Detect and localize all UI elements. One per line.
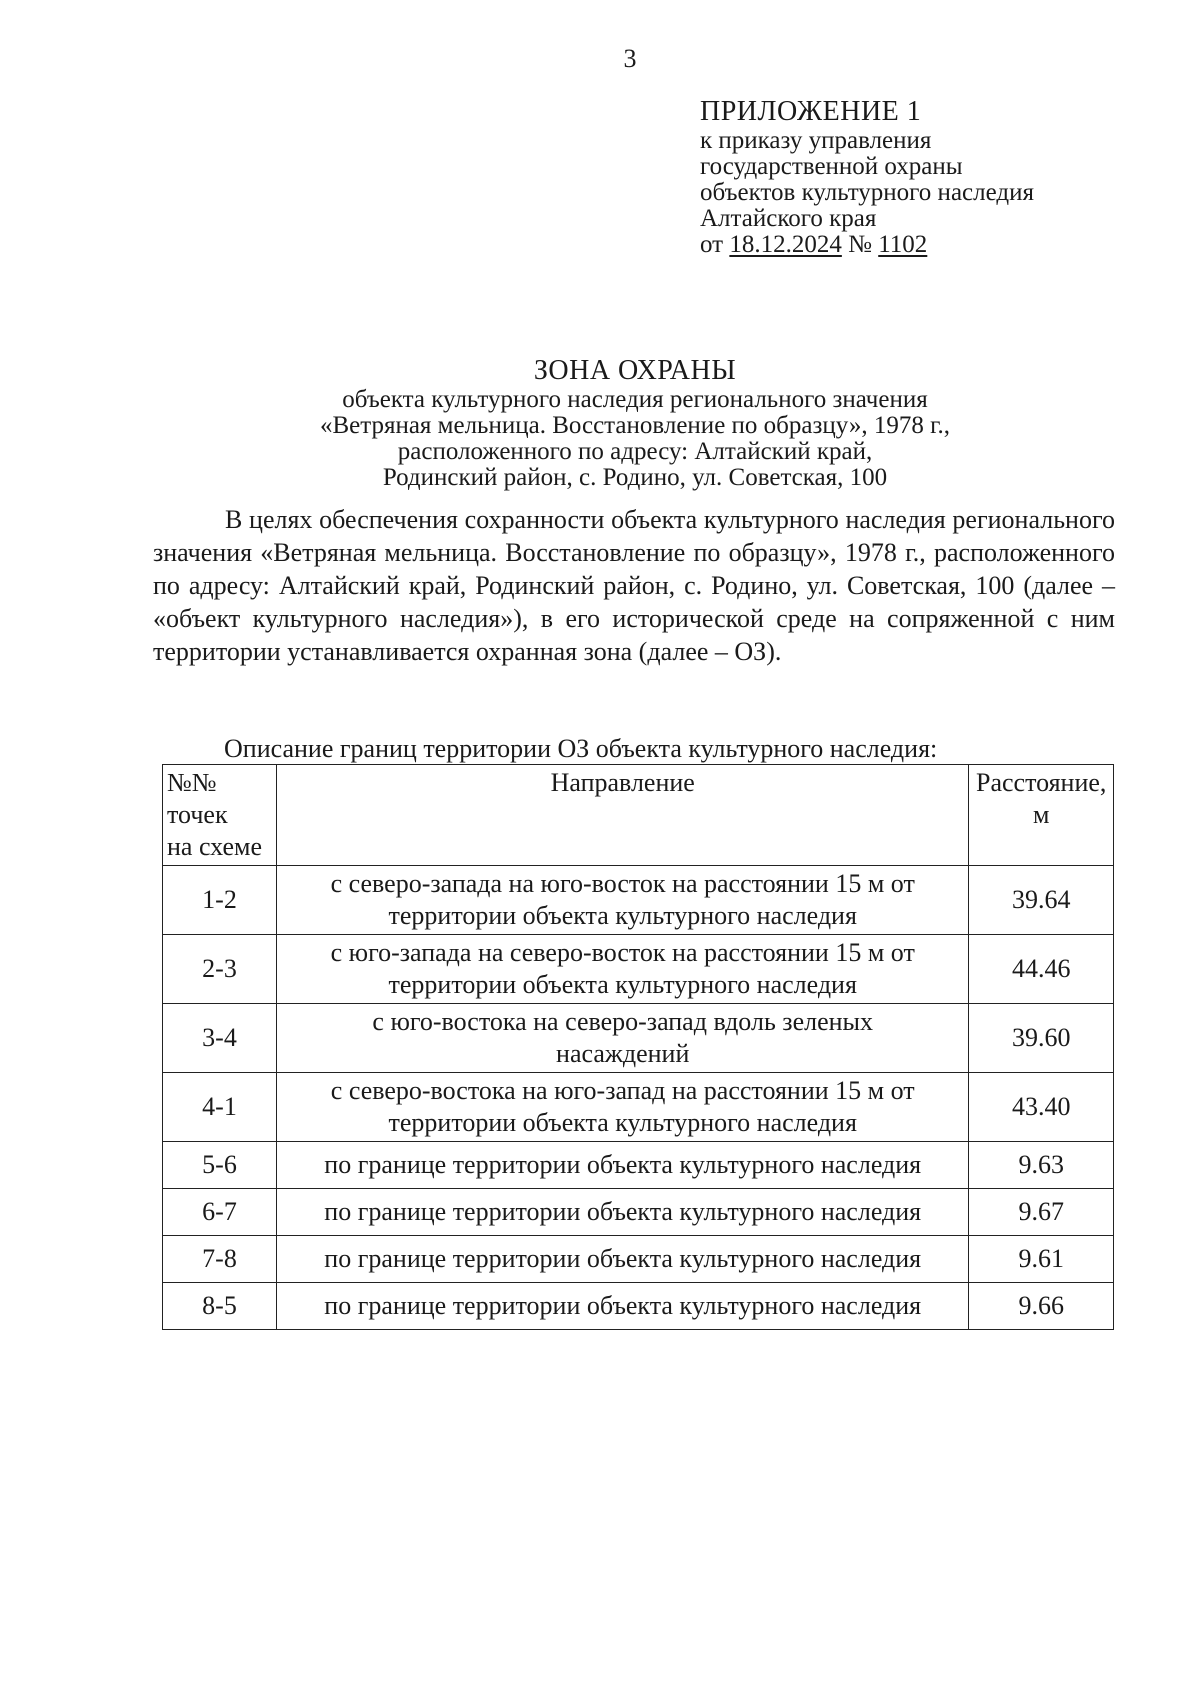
table-row bbox=[163, 1236, 1114, 1283]
order-number: 1102 bbox=[878, 231, 928, 258]
boundaries-table bbox=[162, 764, 1114, 1330]
row-direction: по границе территории объекта культурного наследия bbox=[277, 1283, 969, 1330]
header-distance bbox=[969, 765, 1114, 866]
row-points: 8-5 bbox=[163, 1283, 277, 1330]
row-distance: 39.64 bbox=[969, 866, 1114, 935]
header-points-line: на схеме bbox=[167, 832, 263, 861]
row-distance: 44.46 bbox=[969, 935, 1114, 1004]
number-prefix: № bbox=[848, 231, 872, 258]
zone-subtitle-line: Родинский район, с. Родино, ул. Советская, 100 bbox=[382, 464, 888, 491]
order-date: 18.12.2024 bbox=[729, 231, 842, 258]
table-caption: Описание границ территории ОЗ объекта культурного наследия: bbox=[224, 734, 938, 763]
row-direction-line: с северо-запада на юго-восток на расстоянии 15 м от bbox=[330, 869, 915, 898]
appendix-line: объектов культурного наследия bbox=[700, 179, 1034, 206]
appendix-line: Алтайского края bbox=[700, 205, 877, 232]
table-row bbox=[163, 1283, 1114, 1330]
appendix-block bbox=[700, 96, 1034, 258]
row-direction-line: территории объекта культурного наследия bbox=[388, 970, 857, 999]
row-direction bbox=[277, 1004, 969, 1073]
appendix-title: ПРИЛОЖЕНИЕ 1 bbox=[700, 96, 922, 127]
table-row bbox=[163, 1142, 1114, 1189]
row-points: 3-4 bbox=[163, 1004, 277, 1073]
row-points: 6-7 bbox=[163, 1189, 277, 1236]
row-direction-line: с северо-востока на юго-запад на расстоянии 15 м от bbox=[330, 1076, 915, 1105]
row-direction bbox=[277, 866, 969, 935]
row-direction bbox=[277, 1073, 969, 1142]
row-distance: 39.60 bbox=[969, 1004, 1114, 1073]
row-points: 5-6 bbox=[163, 1142, 277, 1189]
row-direction-line: территории объекта культурного наследия bbox=[388, 901, 857, 930]
row-distance: 9.61 bbox=[969, 1236, 1114, 1283]
row-direction bbox=[277, 935, 969, 1004]
zone-subtitle-line: расположенного по адресу: Алтайский край, bbox=[397, 438, 873, 465]
row-direction: по границе территории объекта культурного наследия bbox=[277, 1142, 969, 1189]
row-direction-line: территории объекта культурного наследия bbox=[388, 1108, 857, 1137]
table-row bbox=[163, 935, 1114, 1004]
row-direction-line: с юго-запада на северо-восток на расстоянии 15 м от bbox=[330, 938, 915, 967]
row-distance: 9.67 bbox=[969, 1189, 1114, 1236]
header-distance-line: м bbox=[1032, 800, 1050, 829]
zone-title: ЗОНА ОХРАНЫ bbox=[533, 355, 737, 386]
date-prefix: от bbox=[700, 231, 724, 258]
row-distance: 43.40 bbox=[969, 1073, 1114, 1142]
row-points: 7-8 bbox=[163, 1236, 277, 1283]
header-direction: Направление bbox=[277, 765, 969, 866]
zone-header bbox=[160, 355, 1110, 491]
header-points-line: точек bbox=[167, 800, 228, 829]
row-points: 4-1 bbox=[163, 1073, 277, 1142]
table-row bbox=[163, 1189, 1114, 1236]
zone-subtitle-line: объекта культурного наследия регионального значения bbox=[342, 386, 928, 413]
row-distance: 9.66 bbox=[969, 1283, 1114, 1330]
row-points: 2-3 bbox=[163, 935, 277, 1004]
row-direction: по границе территории объекта культурного наследия bbox=[277, 1189, 969, 1236]
row-distance: 9.63 bbox=[969, 1142, 1114, 1189]
row-direction: по границе территории объекта культурного наследия bbox=[277, 1236, 969, 1283]
header-points-line: №№ bbox=[167, 768, 217, 797]
table-header-row bbox=[163, 765, 1114, 866]
header-points bbox=[163, 765, 277, 866]
body-paragraph: В целях обеспечения сохранности объекта культурного наследия регионального значения «Ветряная мельница. Восстановление по образцу», 1978 г., расположенного по адресу: Алтайский край, Родинский район, с. Родино, ул. Советская, 100 (далее – «объект культурного наследия»), в его исторической среде на сопряженной с ним территории устанавливается охранная зона (далее – ОЗ). bbox=[153, 505, 1115, 666]
row-direction-line: с юго-востока на северо-запад вдоль зеленых bbox=[372, 1007, 874, 1036]
page-number: 3 bbox=[623, 44, 637, 73]
row-direction-line: насаждений bbox=[556, 1039, 690, 1068]
zone-subtitle-line: «Ветряная мельница. Восстановление по образцу», 1978 г., bbox=[319, 412, 951, 439]
header-distance-line: Расстояние, bbox=[975, 768, 1107, 797]
table-row bbox=[163, 1073, 1114, 1142]
appendix-line: к приказу управления bbox=[700, 127, 932, 154]
row-points: 1-2 bbox=[163, 866, 277, 935]
order-date-line bbox=[700, 232, 1034, 258]
table-row bbox=[163, 1004, 1114, 1073]
table-row bbox=[163, 866, 1114, 935]
appendix-line: государственной охраны bbox=[700, 153, 963, 180]
